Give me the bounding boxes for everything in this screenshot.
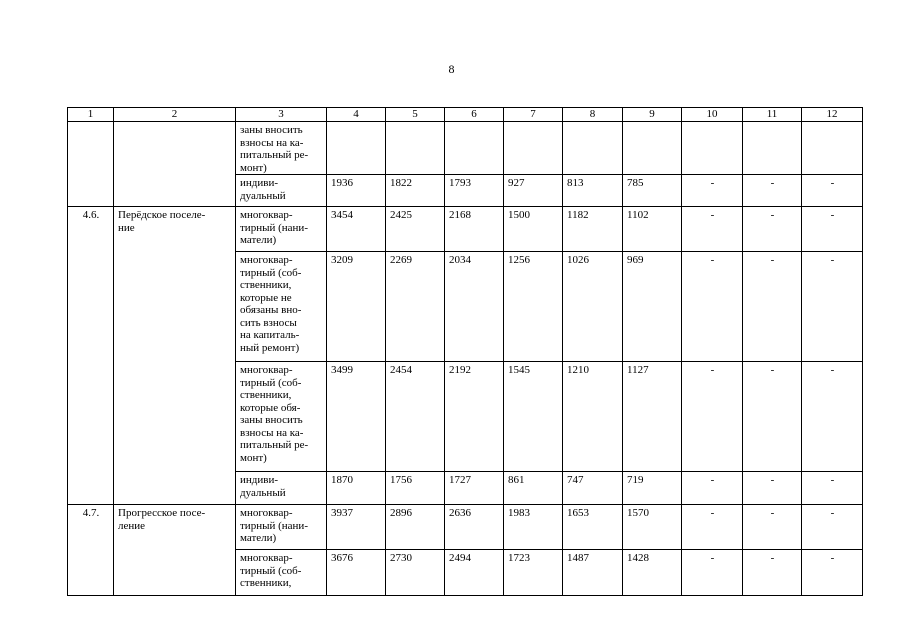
dash-cell: -: [743, 550, 802, 596]
table-row: [68, 122, 863, 175]
value-cell: [623, 122, 682, 175]
value-cell: 1936: [327, 175, 386, 207]
dash-cell: -: [802, 472, 863, 505]
value-cell: 813: [563, 175, 623, 207]
value-cell: 747: [563, 472, 623, 505]
value-cell: 969: [623, 252, 682, 362]
value-cell: 3454: [327, 207, 386, 252]
header-cell: 10: [682, 108, 743, 122]
dash-cell: -: [743, 207, 802, 252]
value-cell: 1570: [623, 505, 682, 550]
value-cell: 2034: [445, 252, 504, 362]
header-cell: 11: [743, 108, 802, 122]
value-cell: 1210: [563, 362, 623, 472]
housing-type: индиви- дуальный: [236, 175, 327, 207]
housing-type: многоквар- тирный (соб- ственники,: [236, 550, 327, 596]
value-cell: 1727: [445, 472, 504, 505]
dash-cell: -: [743, 472, 802, 505]
housing-type: индиви- дуальный: [236, 472, 327, 505]
dash-cell: -: [682, 207, 743, 252]
dash-cell: [682, 122, 743, 175]
value-cell: 2730: [386, 550, 445, 596]
value-cell: 3209: [327, 252, 386, 362]
dash-cell: -: [802, 362, 863, 472]
dash-cell: -: [682, 505, 743, 550]
value-cell: 1127: [623, 362, 682, 472]
header-cell: 4: [327, 108, 386, 122]
header-cell: 7: [504, 108, 563, 122]
value-cell: 2168: [445, 207, 504, 252]
value-cell: 719: [623, 472, 682, 505]
housing-type: многоквар- тирный (соб- ственники, которые обя- заны вносить взносы на ка- питальный ре- монт): [236, 362, 327, 472]
dash-cell: [802, 122, 863, 175]
value-cell: 927: [504, 175, 563, 207]
value-cell: 1545: [504, 362, 563, 472]
row-code: 4.6.: [68, 207, 114, 505]
dash-cell: -: [802, 252, 863, 362]
value-cell: 1756: [386, 472, 445, 505]
housing-type: многоквар- тирный (нани- матели): [236, 207, 327, 252]
header-cell: 2: [114, 108, 236, 122]
dash-cell: -: [743, 175, 802, 207]
table-row: [68, 207, 863, 252]
value-cell: [563, 122, 623, 175]
header-cell: 6: [445, 108, 504, 122]
value-cell: [445, 122, 504, 175]
header-cell: 12: [802, 108, 863, 122]
value-cell: 2192: [445, 362, 504, 472]
value-cell: 3499: [327, 362, 386, 472]
value-cell: 1487: [563, 550, 623, 596]
value-cell: 1793: [445, 175, 504, 207]
dash-cell: -: [682, 252, 743, 362]
value-cell: 1256: [504, 252, 563, 362]
value-cell: 3676: [327, 550, 386, 596]
value-cell: [386, 122, 445, 175]
value-cell: 1428: [623, 550, 682, 596]
header-cell: 5: [386, 108, 445, 122]
value-cell: 2494: [445, 550, 504, 596]
dash-cell: -: [682, 362, 743, 472]
settlement-name: Перёдское поселе- ние: [114, 207, 236, 505]
dash-cell: -: [743, 505, 802, 550]
header-cell: 1: [68, 108, 114, 122]
value-cell: 2269: [386, 252, 445, 362]
dash-cell: -: [802, 505, 863, 550]
tariff-table: [67, 107, 863, 596]
dash-cell: -: [743, 252, 802, 362]
value-cell: 1870: [327, 472, 386, 505]
dash-cell: -: [682, 175, 743, 207]
value-cell: 861: [504, 472, 563, 505]
value-cell: [504, 122, 563, 175]
header-row: [68, 108, 863, 122]
settlement-name: Прогресское посе- ление: [114, 505, 236, 596]
header-cell: 8: [563, 108, 623, 122]
value-cell: 2454: [386, 362, 445, 472]
row-code: 4.7.: [68, 505, 114, 596]
dash-cell: [743, 122, 802, 175]
dash-cell: -: [743, 362, 802, 472]
value-cell: 1500: [504, 207, 563, 252]
housing-type: заны вносить взносы на ка- питальный ре- монт): [236, 122, 327, 175]
value-cell: [327, 122, 386, 175]
value-cell: 1182: [563, 207, 623, 252]
value-cell: 2636: [445, 505, 504, 550]
value-cell: 1983: [504, 505, 563, 550]
value-cell: 785: [623, 175, 682, 207]
value-cell: 1822: [386, 175, 445, 207]
housing-type: многоквар- тирный (соб- ственники, которые не обязаны вно- сить взносы на капиталь- ный ремонт): [236, 252, 327, 362]
dash-cell: -: [682, 550, 743, 596]
page-number: 8: [448, 62, 455, 76]
row-code: [68, 122, 114, 207]
value-cell: 3937: [327, 505, 386, 550]
dash-cell: -: [802, 175, 863, 207]
value-cell: 1102: [623, 207, 682, 252]
value-cell: 1026: [563, 252, 623, 362]
table-row: [68, 505, 863, 550]
value-cell: 1653: [563, 505, 623, 550]
settlement-name: [114, 122, 236, 207]
dash-cell: -: [802, 207, 863, 252]
header-cell: 3: [236, 108, 327, 122]
value-cell: 2425: [386, 207, 445, 252]
dash-cell: -: [802, 550, 863, 596]
header-cell: 9: [623, 108, 682, 122]
housing-type: многоквар- тирный (нани- матели): [236, 505, 327, 550]
value-cell: 1723: [504, 550, 563, 596]
value-cell: 2896: [386, 505, 445, 550]
dash-cell: -: [682, 472, 743, 505]
